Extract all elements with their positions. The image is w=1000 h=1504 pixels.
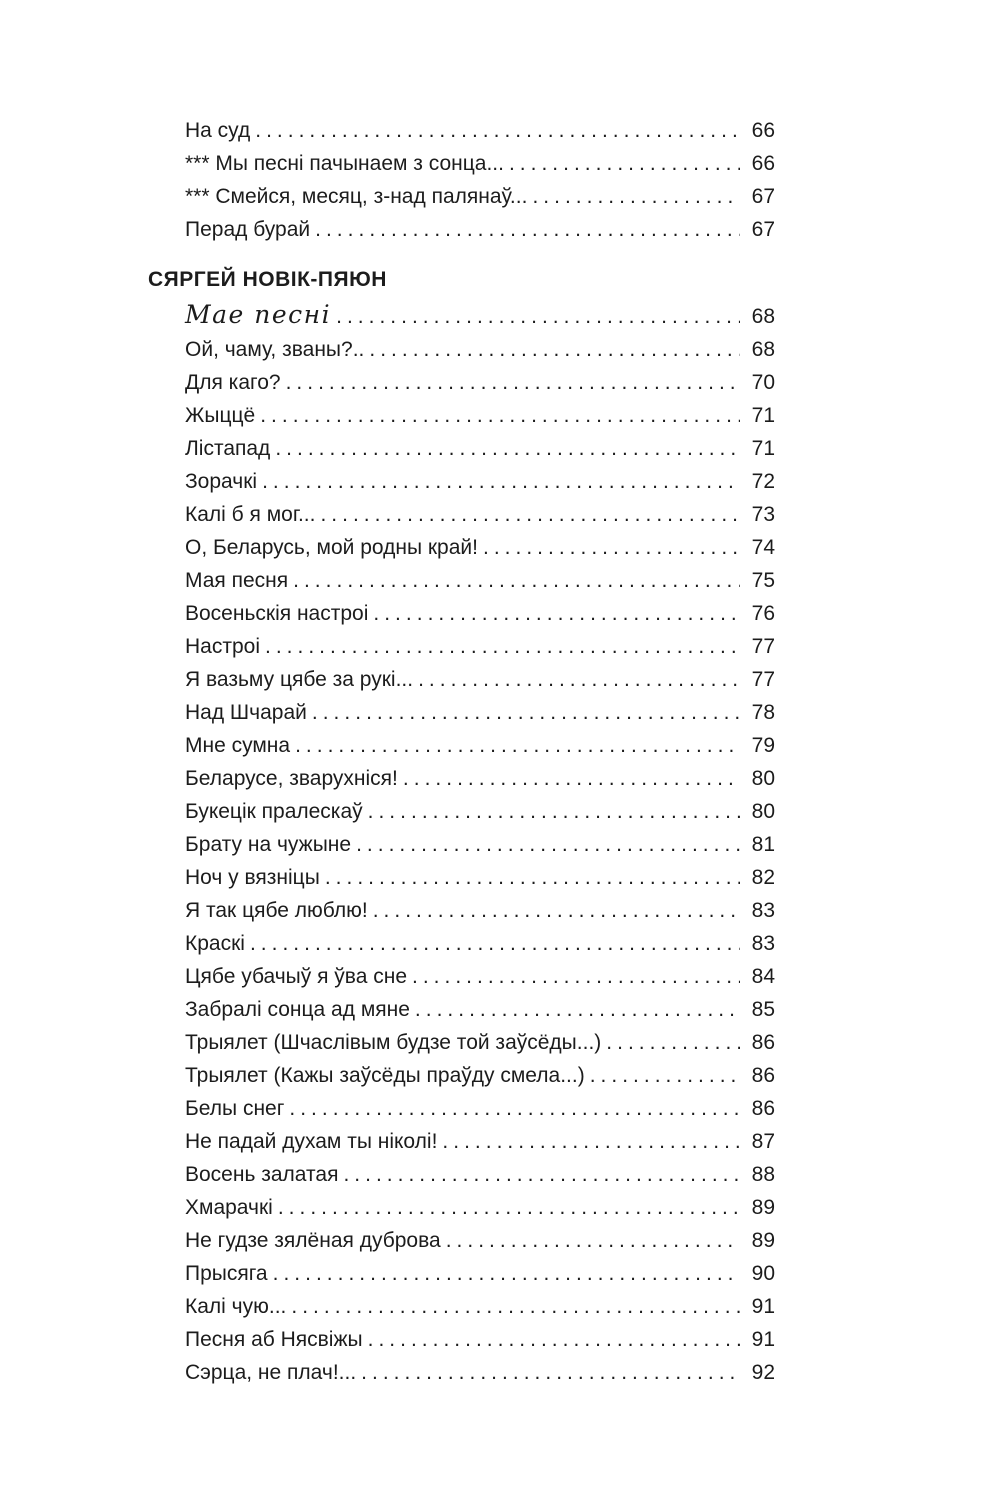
- toc-entry: [185, 114, 775, 147]
- dot-leader: [291, 1290, 740, 1323]
- dot-leader: [273, 1257, 740, 1290]
- toc-entry-title: Белы снег: [185, 1097, 285, 1120]
- toc-entry-page: 81: [751, 833, 775, 856]
- toc-entry-page: 79: [751, 734, 775, 757]
- toc-entry: [185, 1356, 775, 1389]
- toc-entry-page: 84: [751, 965, 775, 988]
- toc-entry-page: 73: [751, 503, 775, 526]
- dot-leader: [442, 1125, 740, 1158]
- dot-leader: [325, 861, 740, 894]
- toc-entry-page: 89: [751, 1229, 775, 1252]
- toc-entry: [185, 1125, 775, 1158]
- toc-entry: [185, 861, 775, 894]
- dot-leader: [483, 531, 740, 564]
- toc-entry-title: О, Беларусь, мой родны край!: [185, 536, 478, 559]
- toc-entry: [185, 213, 775, 246]
- dot-leader: [446, 1224, 740, 1257]
- toc-entry: [185, 1224, 775, 1257]
- toc-entry-title: Перад бурай: [185, 218, 311, 241]
- toc-entry-title: Забралі сонца ад мяне: [185, 998, 410, 1021]
- toc-entry-title: Трыялет (Шчаслівым будзе той заўсёды...): [185, 1031, 602, 1054]
- toc-entry-title: Брату на чужыне: [185, 833, 352, 856]
- dot-leader: [368, 795, 740, 828]
- toc-entry-page: 77: [751, 668, 775, 691]
- dot-leader: [289, 1092, 740, 1125]
- toc-entry: [185, 762, 775, 795]
- toc-entry-page: 75: [751, 569, 775, 592]
- toc-entry-title: На суд: [185, 119, 251, 142]
- toc-entry-page: 91: [751, 1295, 775, 1318]
- toc-entry-page: 88: [751, 1163, 775, 1186]
- dot-leader: [286, 366, 740, 399]
- dot-leader: [403, 762, 740, 795]
- toc-entry-title: Ой, чаму, званы?..: [185, 338, 365, 361]
- toc-entry-title: Восень залатая: [185, 1163, 339, 1186]
- toc-entry: [185, 333, 775, 366]
- toc-entry-title: Не гудзе зялёная дуброва: [185, 1229, 441, 1252]
- toc-entry-title: Над Шчарай: [185, 701, 307, 724]
- toc-entry-title: Беларусе, зварухніся!: [185, 767, 398, 790]
- dot-leader: [590, 1059, 740, 1092]
- dot-leader: [369, 333, 740, 366]
- toc-entry: [185, 729, 775, 762]
- toc-entry: [185, 147, 775, 180]
- toc-entry: [185, 1191, 775, 1224]
- toc-entry-page: 76: [751, 602, 775, 625]
- toc-entry-title: Я вазьму цябе за рукі...: [185, 668, 414, 691]
- toc-entry-page: 90: [751, 1262, 775, 1285]
- toc-entry: [185, 465, 775, 498]
- toc-entry: [185, 894, 775, 927]
- toc-entry: [185, 1092, 775, 1125]
- toc-entry: [185, 498, 775, 531]
- toc-entry-title: Песня аб Нясвіжы: [185, 1328, 363, 1351]
- dot-leader: [260, 399, 740, 432]
- dot-leader: [361, 1356, 740, 1389]
- toc-entry: [185, 1026, 775, 1059]
- toc-entry-title: Зорачкі: [185, 470, 258, 493]
- dot-leader: [373, 597, 740, 630]
- toc-entry-page: 91: [751, 1328, 775, 1351]
- dot-leader: [412, 960, 740, 993]
- dot-leader: [373, 894, 740, 927]
- dot-leader: [275, 432, 740, 465]
- toc-entry: [185, 993, 775, 1026]
- toc-entry-title: Калі чую...: [185, 1295, 287, 1318]
- toc-entry-title: Хмарачкі: [185, 1196, 273, 1219]
- toc-entry: [185, 696, 775, 729]
- toc-entry-page: 77: [751, 635, 775, 658]
- dot-leader: [265, 630, 740, 663]
- dot-leader: [418, 663, 740, 696]
- toc-entry: [185, 564, 775, 597]
- toc-entry-title: Мне сумна: [185, 734, 291, 757]
- toc-entry: [185, 180, 775, 213]
- dot-leader: [509, 147, 740, 180]
- dot-leader: [336, 300, 740, 333]
- toc-entry-page: 71: [751, 404, 775, 427]
- toc-entry-page: 83: [751, 932, 775, 955]
- toc-entry-page: 68: [751, 338, 775, 361]
- toc-entry-title: Трыялет (Кажы заўсёды праўду смела...): [185, 1064, 585, 1087]
- dot-leader: [295, 729, 740, 762]
- toc-entry: [185, 960, 775, 993]
- dot-leader: [356, 828, 740, 861]
- toc-entry-page: 92: [751, 1361, 775, 1384]
- toc-entry-page: 89: [751, 1196, 775, 1219]
- dot-leader: [255, 114, 740, 147]
- toc-entry-page: 74: [751, 536, 775, 559]
- toc-entry-title: Краскі: [185, 932, 245, 955]
- toc-entry-title: Ноч у вязніцы: [185, 866, 320, 889]
- toc-entry-page: 86: [751, 1097, 775, 1120]
- toc-entry-page: 67: [751, 185, 775, 208]
- toc-entry-page: 68: [751, 305, 775, 328]
- dot-leader: [415, 993, 740, 1026]
- toc-entry-title: Калі б я мог...: [185, 503, 316, 526]
- dot-leader: [315, 213, 740, 246]
- toc-entry-title: Лістапад: [185, 437, 271, 460]
- dot-leader: [262, 465, 740, 498]
- toc-entry-page: 78: [751, 701, 775, 724]
- toc-entry: [185, 597, 775, 630]
- toc-entry-page: 87: [751, 1130, 775, 1153]
- toc-entry-title: Мая песня: [185, 569, 289, 592]
- toc-entry: [185, 1059, 775, 1092]
- toc-entry-title: Для каго?: [185, 371, 281, 394]
- toc-entry-page: 70: [751, 371, 775, 394]
- toc-entry-title: Мае песні: [185, 300, 332, 329]
- toc-entry-page: 72: [751, 470, 775, 493]
- toc-entry-page: 66: [751, 119, 775, 142]
- toc-entry: [185, 399, 775, 432]
- toc-entry-title: Прысяга: [185, 1262, 268, 1285]
- dot-leader: [368, 1323, 740, 1356]
- toc-entry-page: 86: [751, 1064, 775, 1087]
- toc-entry-title: Не падай духам ты ніколі!: [185, 1130, 438, 1153]
- toc-entry-title: Сэрца, не плач!...: [185, 1361, 357, 1384]
- toc-entry-page: 80: [751, 800, 775, 823]
- toc-entry-page: 67: [751, 218, 775, 241]
- dot-leader: [278, 1191, 740, 1224]
- toc-entry: [185, 366, 775, 399]
- toc: [148, 114, 775, 1389]
- section-heading: СЯРГЕЙ НОВІК-ПЯЮН: [148, 268, 387, 291]
- toc-entry-page: 71: [751, 437, 775, 460]
- toc-entry-page: 82: [751, 866, 775, 889]
- toc-entry-title: *** Смейся, месяц, з-над палянаў...: [185, 185, 528, 208]
- toc-entry: [185, 663, 775, 696]
- toc-entry-page: 66: [751, 152, 775, 175]
- toc-entry: [185, 1290, 775, 1323]
- toc-entry: [185, 795, 775, 828]
- dot-leader: [343, 1158, 740, 1191]
- toc-entry-page: 80: [751, 767, 775, 790]
- toc-entry-page: 85: [751, 998, 775, 1021]
- toc-entry: [185, 298, 775, 333]
- toc-entry-title: *** Мы песні пачынаем з сонца...: [185, 152, 504, 175]
- toc-entry-title: Восеньскія настроі: [185, 602, 369, 625]
- dot-leader: [532, 180, 740, 213]
- toc-entry: [185, 828, 775, 861]
- toc-entry: [185, 1257, 775, 1290]
- dot-leader: [606, 1026, 740, 1059]
- toc-entry-title: Я так цябе люблю!: [185, 899, 368, 922]
- toc-entry: [185, 531, 775, 564]
- toc-entry-title: Букецік пралескаў: [185, 800, 363, 823]
- dot-leader: [312, 696, 740, 729]
- toc-entry-page: 86: [751, 1031, 775, 1054]
- toc-entry-title: Настроі: [185, 635, 260, 658]
- toc-entry: [185, 1158, 775, 1191]
- dot-leader: [293, 564, 740, 597]
- toc-entry: [185, 630, 775, 663]
- toc-entry-title: Цябе убачыў я ўва сне: [185, 965, 407, 988]
- toc-entry: [185, 1323, 775, 1356]
- toc-entry-title: Жыццё: [185, 404, 256, 427]
- toc-entry: [185, 927, 775, 960]
- dot-leader: [250, 927, 740, 960]
- toc-entry: [185, 432, 775, 465]
- toc-entry-page: 83: [751, 899, 775, 922]
- dot-leader: [320, 498, 740, 531]
